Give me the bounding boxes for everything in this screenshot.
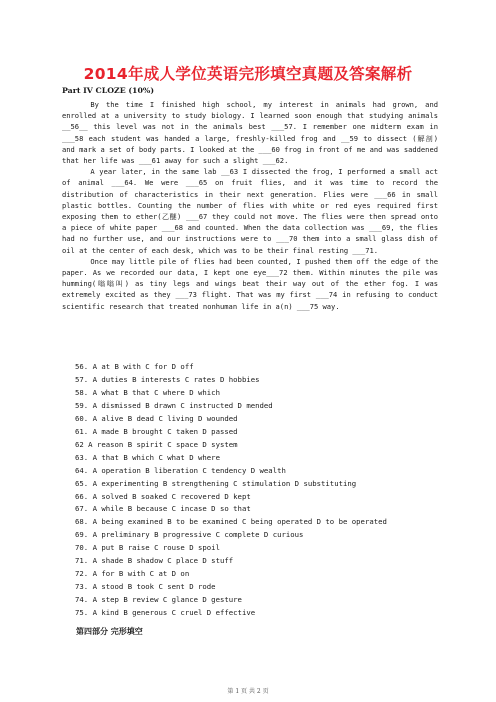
page-footer: 第 1 页 共 2 页: [227, 688, 269, 695]
passage-paragraph: By the time I finished high school, my interest in animals had grown, and enrolled at a university to study biology. I learned soon enough that studying animals __56__ this level was not in the animals best ___57. I remember one midterm exam in ___58 each student was handed a large, freshly-killed frog and __59 to dissect (解剖) and mark a set of body parts. I looked at the ___60 frog in front of me and was saddened that her life was ___61 away for such a slight ___62.: [62, 100, 438, 166]
option-line: 74. A step B review C glance D gesture: [75, 595, 242, 605]
option-line: 70. A put B raise C rouse D spoil: [75, 543, 220, 553]
answer-options: [75, 361, 387, 620]
option-line: 56. A at B with C for D off: [75, 362, 194, 371]
part-heading: Part IV CLOZE (10%): [62, 86, 155, 95]
document-title: 2014年成人学位英语完形填空真题及答案解析: [83, 65, 413, 83]
option-line: 59. A dismissed B drawn C instructed D mended: [75, 400, 273, 410]
option-line: 64. A operation B liberation C tendency D wealth: [75, 465, 286, 475]
section-heading: 第四部分 完形填空: [76, 627, 143, 636]
option-line: 73. A stood B took C sent D rode: [75, 582, 216, 592]
option-line: 65. A experimenting B strengthening C stimulation D substituting: [75, 478, 357, 488]
option-line: 71. A shade B shadow C place D stuff: [75, 556, 234, 566]
option-line: 60. A alive B dead C living D wounded: [75, 413, 238, 423]
option-line: 62 A reason B spirit C space D system: [75, 439, 238, 449]
passage-paragraph: A year later, in the same lab __63 I dissected the frog, I performed a small act of animal ___64. We were ___65 on fruit flies, and it was time to record the distribution of characteristics in their next generation. Flies were ___66 in small plastic bottles. Counting the number of flies with white or red eyes required first exposing them to ether(乙醚) ___67 they could not move. The flies were then spread onto a piece of white paper ___68 and counted. When the data collection was ___69, the flies had no further use, and our instructions were to ___70 them into a small glass dish of oil at the center of each desk, which was to be their final resting ___71.: [62, 167, 438, 255]
option-line: 66. A solved B soaked C recovered D kept: [75, 491, 251, 501]
option-line: 57. A duties B interests C rates D hobbies: [75, 374, 260, 384]
option-line: 63. A that B which C what D where: [75, 452, 220, 462]
cloze-passage: [62, 99, 438, 312]
passage-paragraph: Once may little pile of flies had been counted, I pushed them off the edge of the paper. As we recorded our data, I kept one eye___72 them. Within minutes the pile was humming(嗡嗡叫) as tiny legs and wings beat their way out of the ether fog. I was extremely excited as they ___73 flight. That was my first ___74 in refusing to conduct scientific research that treated nonhuman life in a(n) ___75 way.: [62, 256, 438, 311]
option-line: 67. A while B because C incase D so that: [75, 504, 251, 514]
option-line: 68. A being examined B to be examined C being operated D to be operated: [75, 517, 387, 527]
option-line: 75. A kind B generous C cruel D effective: [75, 608, 256, 618]
option-line: 72. A for B with C at D on: [75, 569, 190, 579]
option-line: 61. A made B brought C taken D passed: [75, 426, 238, 436]
option-line: 58. A what B that C where D which: [75, 387, 220, 397]
option-line: 69. A preliminary B progressive C complete D curious: [75, 530, 304, 540]
